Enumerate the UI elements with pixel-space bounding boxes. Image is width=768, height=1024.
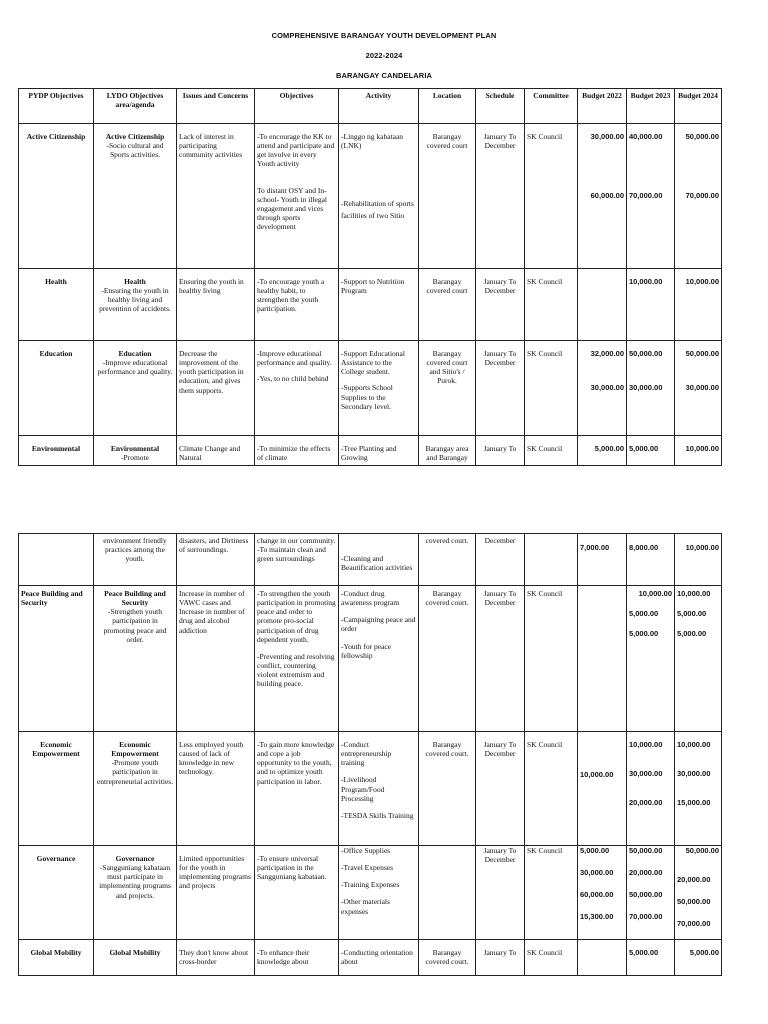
pydp-cell: Global Mobility [19, 940, 94, 976]
lydo-cell [94, 124, 177, 269]
header-pydp: PYDP Objectives [19, 89, 94, 124]
lydo-desc: -Strengthen youth participation in promoting peace and order. [103, 607, 167, 644]
plan-table-page-2 [18, 533, 722, 976]
budget-2023-cell [627, 124, 675, 269]
objective-2: To distant OSY and In-school- Youth in illegal engagement and vices through sports development [257, 185, 328, 232]
activity-cell: -Tree Planting and Growing [339, 436, 419, 466]
location-cell: covered court. [419, 534, 476, 586]
budget-value: 40,000.00 [629, 132, 663, 141]
activity-cell [339, 846, 419, 940]
budget-value: 50,000.00 [629, 890, 663, 900]
table-header-row [19, 89, 722, 124]
objectives-cell: -To encourage youth a healthy habit, to strengthen the youth participation. [255, 269, 339, 341]
schedule-cell: December [476, 534, 525, 586]
issues-cell: They don't know about cross-border [177, 940, 255, 976]
pydp-cell [19, 534, 94, 586]
budget-value: 50,000.00 [685, 846, 719, 855]
lydo-cell [94, 341, 177, 436]
budget-2023-cell [627, 586, 675, 732]
header-issues: Issues and Concerns [177, 89, 255, 124]
objective-1: -Improve educational performance and quality. [257, 349, 332, 368]
budget-value: 70,000.00 [629, 912, 663, 922]
activity-1: -Office Supplies [341, 846, 391, 855]
budget-value: 30,000.00 [590, 383, 624, 393]
budget-value: 5,000.00 [629, 629, 659, 639]
committee-cell: SK Council [525, 124, 578, 269]
budget-2022-cell: 7,000.00 [578, 534, 627, 586]
pydp-cell: Education [19, 341, 94, 436]
location-cell: Barangay covered court. [419, 732, 476, 846]
budget-value: 60,000.00 [590, 191, 624, 201]
issues-cell: Increase in number of VAWC cases and Increase in number of drug and alcohol addiction [177, 586, 255, 732]
budget-2023-cell [627, 341, 675, 436]
objectives-cell: -To gain more knowledge and cope a job opportunity to the youth, and to optimize youth participation in labor. [255, 732, 339, 846]
committee-cell: SK Council [525, 269, 578, 341]
activity-cell [339, 586, 419, 732]
header-budget-2022: Budget 2022 [578, 89, 627, 124]
budget-value: 30,000.00 [629, 769, 663, 779]
objectives-cell [255, 586, 339, 732]
table-row-economic-empowerment [19, 732, 722, 846]
location-cell: Barangay covered court and Sitio's / Purok. [419, 341, 476, 436]
document-years: 2022-2024 [365, 51, 403, 60]
budget-2023-cell [627, 846, 675, 940]
schedule-cell: January To December [476, 269, 525, 341]
budget-value: 30,000.00 [580, 868, 614, 878]
table-row-environmental [19, 436, 722, 466]
budget-value: 10,000.00 [629, 740, 663, 749]
budget-2022-cell [578, 341, 627, 436]
lydo-cell: environment friendly practices among the youth. [94, 534, 177, 586]
document-title: COMPREHENSIVE BARANGAY YOUTH DEVELOPMENT PLAN [271, 31, 497, 40]
budget-value: 10,000.00 [638, 589, 672, 598]
budget-value: 20,000.00 [677, 875, 711, 885]
objective-1: -To strengthen the youth participation in promoting peace and order to promote pro-social participation of drug dependent youth. [257, 589, 336, 644]
issues-cell: Ensuring the youth in healthy living [177, 269, 255, 341]
location-cell: Barangay covered court. [419, 940, 476, 976]
budget-2023-cell: 10,000.00 [627, 269, 675, 341]
budget-2024-cell [675, 124, 722, 269]
activity-1: -Support Educational Assistance to the College student. [341, 349, 405, 377]
activity-cell [339, 341, 419, 436]
activity-3: -Training Expenses [341, 880, 400, 890]
budget-value: 20,000.00 [629, 868, 663, 878]
location-cell: Barangay covered court [419, 269, 476, 341]
committee-cell: SK Council [525, 586, 578, 732]
budget-value: 15,000.00 [677, 798, 711, 808]
committee-cell: SK Council [525, 732, 578, 846]
budget-2024-cell: 10,000.00 [675, 534, 722, 586]
budget-value: 50,000.00 [629, 846, 663, 855]
pydp-cell: Economic Empowerment [19, 732, 94, 846]
table-row-active-citizenship [19, 124, 722, 269]
objectives-cell: -To enhance their knowledge about [255, 940, 339, 976]
header-lydo: LYDO Objectives area/agenda [94, 89, 177, 124]
activity-2: -Campaigning peace and order [341, 615, 416, 634]
activity-2: -Travel Expenses [341, 863, 394, 873]
budget-value: 30,000.00 [677, 769, 711, 779]
pydp-cell: Active Citizenship [19, 124, 94, 269]
lydo-cell [94, 269, 177, 341]
location-cell [419, 846, 476, 940]
objective-1: -To encourage the KK to attend and participate and get involve in every Youth activity [257, 132, 335, 169]
objective-2: -Yes, to no child behind [257, 374, 329, 384]
issues-cell: disasters, and Dirtiness of surroundings. [177, 534, 255, 586]
budget-value: 5,000.00 [677, 609, 707, 619]
budget-value: 5,000.00 [629, 609, 659, 619]
budget-value: 70,000.00 [677, 919, 711, 929]
table-row-environmental-continued [19, 534, 722, 586]
activity-4: -Other materials expenses [341, 897, 390, 916]
lydo-cell [94, 436, 177, 466]
objective-1: change in our community. [257, 536, 336, 545]
activity-cell: -Cleaning and Beautification activities [339, 534, 419, 586]
lydo-cell [94, 732, 177, 846]
budget-value: 70,000.00 [685, 191, 719, 201]
budget-2024-cell [675, 586, 722, 732]
lydo-title: Education [118, 349, 152, 358]
budget-value: 50,000.00 [685, 132, 719, 141]
activity-cell [339, 124, 419, 269]
committee-cell: SK Council [525, 341, 578, 436]
activity-3: -Youth for peace fellowship [341, 641, 392, 660]
lydo-desc: -Socio cultural and Sports activities. [106, 141, 164, 160]
pydp-cell: Peace Building and Security [19, 586, 94, 732]
schedule-cell: January To December [476, 732, 525, 846]
location-cell: Barangay area and Barangay [419, 436, 476, 466]
header-budget-2023: Budget 2023 [627, 89, 675, 124]
budget-2022-cell [578, 124, 627, 269]
budget-2024-cell [675, 846, 722, 940]
pydp-cell: Health [19, 269, 94, 341]
issues-cell: Lack of interest in participating community activities [177, 124, 255, 269]
lydo-cell [94, 846, 177, 940]
activity-cell: -Support to Nutrition Program [339, 269, 419, 341]
schedule-cell: January To [476, 436, 525, 466]
objectives-cell [255, 341, 339, 436]
budget-2023-cell: 5,000.00 [627, 436, 675, 466]
committee-cell: SK Council [525, 940, 578, 976]
location-cell: Barangay covered court [419, 124, 476, 269]
issues-cell: Less employed youth caused of lack of knowledge in new technology. [177, 732, 255, 846]
objectives-cell [255, 124, 339, 269]
budget-value: 50,000.00 [629, 349, 663, 358]
lydo-title: Governance [115, 854, 155, 863]
budget-2022-cell [578, 940, 627, 976]
budget-value: 20,000.00 [629, 798, 663, 808]
objectives-cell: -To minimize the effects of climate [255, 436, 339, 466]
budget-value: 50,000.00 [685, 349, 719, 358]
budget-2022-cell [578, 586, 627, 732]
budget-2023-cell: 5,000.00 [627, 940, 675, 976]
objectives-cell [255, 534, 339, 586]
budget-2024-cell: 5,000.00 [675, 940, 722, 976]
budget-2023-cell: 8,000.00 [627, 534, 675, 586]
table-row-global-mobility [19, 940, 722, 976]
budget-value: 60,000.00 [580, 890, 614, 900]
lydo-desc: -Promote [121, 453, 149, 463]
schedule-cell: January To December [476, 341, 525, 436]
lydo-cell [94, 586, 177, 732]
budget-value: 30,000.00 [590, 132, 624, 141]
budget-value: 32,000.00 [590, 349, 624, 358]
committee-cell: SK Council [525, 846, 578, 940]
lydo-title: Health [124, 277, 146, 286]
activity-2: -Supports School Supplies to the Secondary level. [341, 383, 393, 411]
lydo-title: Environmental [110, 444, 160, 453]
activity-cell: -Conducting orientation about [339, 940, 419, 976]
budget-value: 30,000.00 [685, 383, 719, 393]
budget-2022-cell [578, 269, 627, 341]
objective-2: -To maintain clean and green surroundings [257, 545, 326, 564]
barangay-name: BARANGAY CANDELARIA [335, 71, 433, 80]
plan-table-page-1 [18, 88, 722, 466]
issues-cell: Climate Change and Natural [177, 436, 255, 466]
activity-3: -TESDA Skills Training [341, 810, 414, 820]
committee-cell: SK Council [525, 436, 578, 466]
budget-value: 50,000.00 [677, 897, 711, 907]
lydo-desc: -Promote youth participation in entrepreneurial activities. [96, 758, 174, 786]
budget-2022-cell: 10,000.00 [578, 732, 627, 846]
table-row-governance [19, 846, 722, 940]
pydp-cell: Governance [19, 846, 94, 940]
pydp-cell: Environmental [19, 436, 94, 466]
activity-1: -Linggo ng kabataan (LNK) [341, 132, 404, 151]
header-schedule: Schedule [476, 89, 525, 124]
schedule-cell: January To [476, 940, 525, 976]
activity-1: -Conduct drug awareness program [341, 589, 400, 608]
lydo-cell: Global Mobility [94, 940, 177, 976]
schedule-cell: January To December [476, 586, 525, 732]
activity-2: -Livelihood Program/Food Processing [341, 775, 385, 803]
budget-value: 70,000.00 [629, 191, 663, 201]
issues-cell: Decrease the improvement of the youth participation in education, and gives them supports. [177, 341, 255, 436]
budget-2024-cell [675, 732, 722, 846]
budget-value: 5,000.00 [580, 846, 610, 855]
header-objectives: Objectives [255, 89, 339, 124]
location-cell: Barangay covered court. [419, 586, 476, 732]
lydo-title: Active Citizenship [105, 132, 165, 141]
budget-value: 5,000.00 [677, 629, 707, 639]
header-budget-2024: Budget 2024 [675, 89, 722, 124]
lydo-desc: -Sangguniang kabataan must participate in implementing programs and projects. [99, 863, 171, 900]
header-location: Location [419, 89, 476, 124]
budget-2022-cell: 5,000.00 [578, 436, 627, 466]
table-row-education [19, 341, 722, 436]
header-committee: Committee [525, 89, 578, 124]
budget-2022-cell [578, 846, 627, 940]
header-activity: Activity [339, 89, 419, 124]
budget-2024-cell: 10,000.00 [675, 269, 722, 341]
objectives-cell: -To ensure universal participation in the Sangguniang kabataan. [255, 846, 339, 940]
activity-1: -Conduct entrepreneurship training [341, 740, 392, 768]
budget-value: 15,300.00 [580, 912, 614, 922]
committee-cell [525, 534, 578, 586]
issues-cell: Limited opportunities for the youth in implementing programs and projects [177, 846, 255, 940]
budget-2024-cell: 10,000.00 [675, 436, 722, 466]
budget-2024-cell [675, 341, 722, 436]
lydo-desc: -Ensuring the youth in healthy living and prevention of accidents. [99, 286, 171, 314]
table-row-health [19, 269, 722, 341]
budget-value: 10,000.00 [677, 589, 711, 598]
activity-2: -Rehabilitation of sports facilities of two Sitio [341, 199, 414, 221]
schedule-cell: January To December [476, 124, 525, 269]
lydo-desc: -Improve educational performance and quality. [97, 358, 173, 377]
table-row-peace-building [19, 586, 722, 732]
budget-value: 30,000.00 [629, 383, 663, 393]
objective-2: -Preventing and resolving conflict, countering violent extremism and building peace. [257, 651, 335, 689]
activity-cell [339, 732, 419, 846]
lydo-title: Economic Empowerment [111, 740, 159, 759]
schedule-cell: January To December [476, 846, 525, 940]
budget-value: 10,000.00 [677, 740, 711, 749]
lydo-title: Peace Building and Security [104, 589, 166, 608]
budget-2023-cell [627, 732, 675, 846]
